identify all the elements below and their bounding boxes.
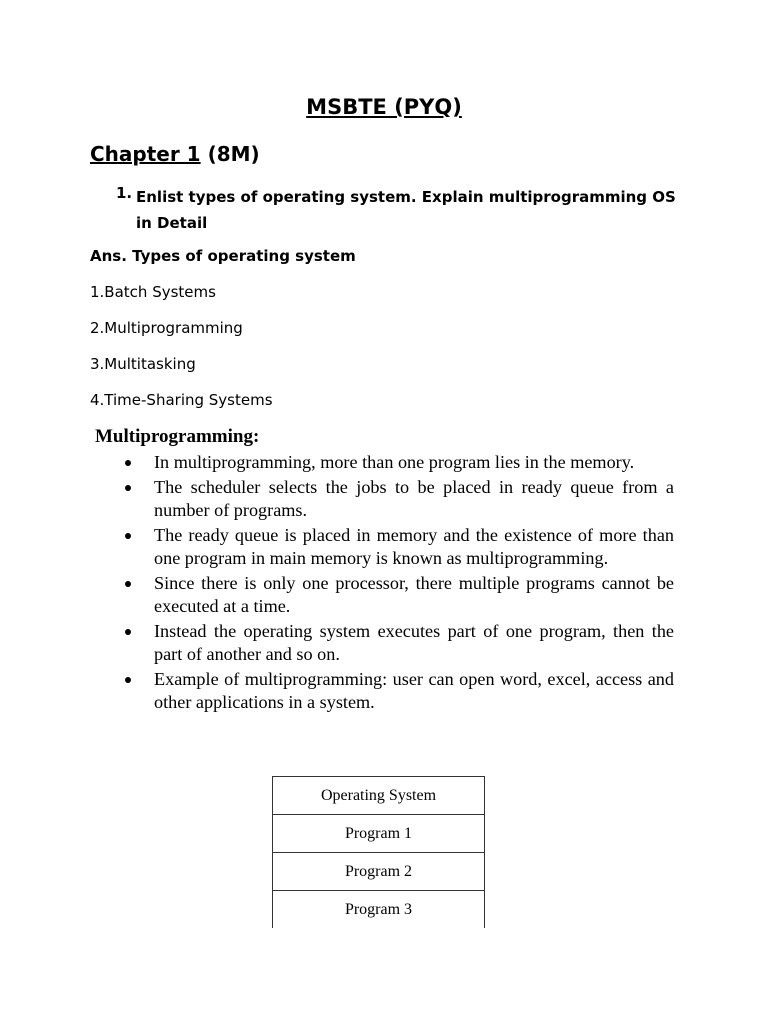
bullet-text: The ready queue is placed in memory and the existence of more than one program in main memory is known as multiprogramming.	[154, 524, 674, 568]
os-type-item: 4.Time-Sharing Systems	[90, 391, 273, 409]
table-cell: Program 2	[273, 853, 485, 891]
bullet-item	[122, 572, 674, 619]
os-type-item: 3.Multitasking	[90, 355, 196, 373]
table-row	[273, 815, 485, 853]
multiprogramming-bullet-list	[122, 451, 674, 716]
bullet-item	[122, 668, 674, 715]
bullet-dot-icon	[125, 629, 131, 635]
bullet-dot-icon	[125, 533, 131, 539]
question-number: 1.	[116, 184, 133, 202]
bullet-dot-icon	[125, 677, 131, 683]
bullet-text: The scheduler selects the jobs to be placed in ready queue from a number of programs.	[154, 476, 674, 520]
table-cell: Program 1	[273, 815, 485, 853]
bullet-item	[122, 620, 674, 667]
bullet-text: Example of multiprogramming: user can open word, excel, access and other applications in a system.	[154, 668, 674, 712]
document-title: MSBTE (PYQ)	[306, 95, 462, 119]
chapter-heading	[90, 142, 260, 166]
bullet-dot-icon	[125, 581, 131, 587]
question-text: Enlist types of operating system. Explain multiprogramming OS in Detail	[136, 188, 676, 232]
table-row	[273, 891, 485, 929]
table-cell: Operating System	[273, 777, 485, 815]
bullet-text: In multiprogramming, more than one program lies in the memory.	[154, 452, 635, 472]
bullet-dot-icon	[125, 485, 131, 491]
table-row	[273, 853, 485, 891]
bullet-item	[122, 451, 674, 475]
bullet-text: Since there is only one processor, there multiple programs cannot be executed at a time.	[154, 572, 674, 616]
chapter-label: Chapter 1	[90, 142, 201, 166]
bullet-text: Instead the operating system executes part of one program, then the part of another and so on.	[154, 620, 674, 664]
bullet-item	[122, 524, 674, 571]
os-type-item: 2.Multiprogramming	[90, 319, 243, 337]
bullet-item	[122, 476, 674, 523]
table-cell: Program 3	[273, 891, 485, 929]
table-row	[273, 777, 485, 815]
memory-layout-table	[272, 776, 485, 928]
answer-heading: Ans. Types of operating system	[90, 247, 356, 265]
multiprogramming-heading: Multiprogramming:	[95, 426, 260, 447]
os-type-item: 1.Batch Systems	[90, 283, 216, 301]
bullet-dot-icon	[125, 460, 131, 466]
chapter-marks: (8M)	[207, 142, 260, 166]
